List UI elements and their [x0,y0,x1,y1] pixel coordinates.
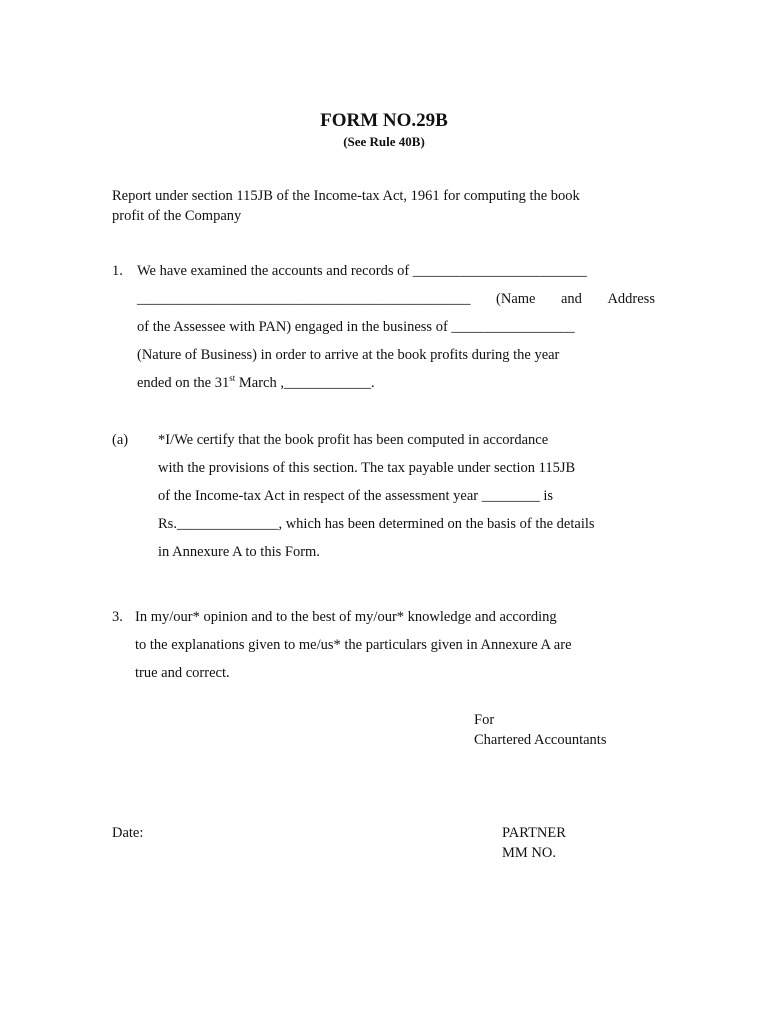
para1-line-2-blank: ______________________________________________ [137,291,471,307]
para1-number: 1. [112,263,123,279]
para-a-line-5: in Annexure A to this Form. [158,544,320,560]
para3-line-3: true and correct. [135,665,230,681]
para1-line-5 [137,375,375,392]
para-a-number: (a) [112,432,129,448]
para1-line-2 [137,291,655,308]
intro-line-2: profit of the Company [112,208,242,224]
para3-number: 3. [112,609,123,625]
para-a-line-1: *I/We certify that the book profit has been computed in accordance [158,432,549,448]
form-title: FORM NO.29B [320,110,448,131]
para-a-line-2: with the provisions of this section. The tax payable under section 115JB [158,460,576,476]
for-label: For [474,712,495,728]
para1-line-5-pre: ended on the 31 [137,375,230,391]
para1-line-1: We have examined the accounts and records of ________________________ [137,263,587,279]
chartered-accountants-label: Chartered Accountants [474,732,607,748]
form-subtitle: (See Rule 40B) [343,134,425,149]
para1-line-5-sup: st [229,373,236,384]
para3-line-1: In my/our* opinion and to the best of my/our* knowledge and according [135,609,557,625]
para1-line-4: (Nature of Business) in order to arrive at the book profits during the year [137,347,560,363]
para1-line-2-word-address: Address [607,291,655,307]
para1-line-5-post: March ,____________. [235,375,375,391]
para-a-line-4: Rs.______________, which has been determined on the basis of the details [158,516,595,532]
date-label: Date: [112,825,144,841]
mm-no-label: MM NO. [502,845,556,861]
para1-line-2-word-and: and [560,291,582,307]
partner-label: PARTNER [502,825,566,841]
para-a-line-3: of the Income-tax Act in respect of the assessment year ________ is [158,488,554,504]
para1-line-3: of the Assessee with PAN) engaged in the business of _________________ [137,319,575,335]
para3-line-2: to the explanations given to me/us* the particulars given in Annexure A are [135,637,572,653]
intro-line-1: Report under section 115JB of the Income-tax Act, 1961 for computing the book [112,188,580,204]
para1-line-2-word-name: (Name [496,291,536,307]
